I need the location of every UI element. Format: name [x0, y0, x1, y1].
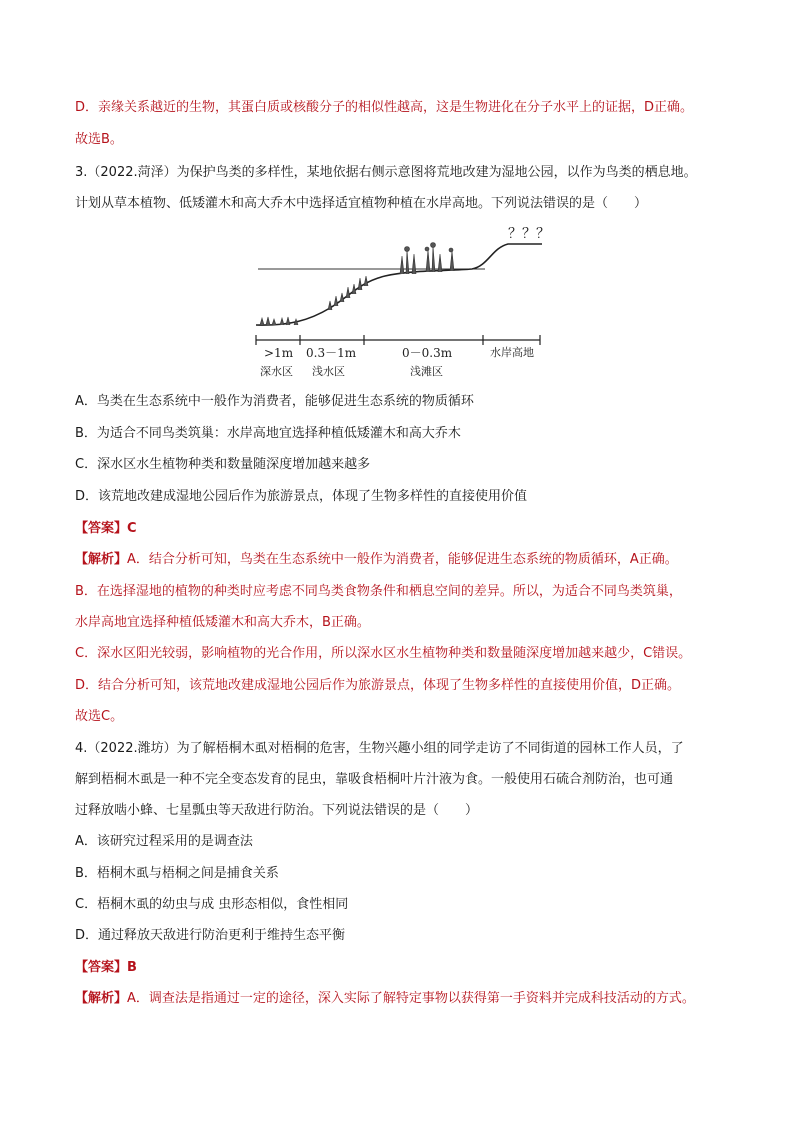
q3-analysis-line-2: B．在选择湿地的植物的种类时应考虑不同鸟类食物条件和栖息空间的差异。所以，为适合不同鸟类筑巢， [75, 584, 682, 599]
zone-shoal-name: 浅滩区 [410, 365, 443, 378]
wetland-profile-figure [250, 224, 550, 384]
answer-value: B [127, 960, 137, 975]
q2-option-d-analysis: D．亲缘关系越近的生物，其蛋白质或核酸分子的相似性越高，这是生物进化在分子水平上的证据，D正确。 [75, 100, 694, 115]
answer-tag: 【答案】 [75, 521, 128, 536]
q3-option-d[interactable]: D．该荒地改建成湿地公园后作为旅游景点，体现了生物多样性的直接使用价值 [75, 489, 528, 504]
q3-option-c[interactable]: C．深水区水生植物种类和数量随深度增加越来越多 [75, 457, 371, 472]
q4-option-a[interactable]: A．该研究过程采用的是调查法 [75, 834, 253, 849]
terrain-profile-curve [256, 244, 542, 325]
q4-stem-line-3: 过释放啮小蜂、七星瓢虫等天敌进行防治。下列说法错误的是（ ） [75, 803, 479, 818]
analysis-text: A．结合分析可知，鸟类在生态系统中一般作为消费者，能够促进生态系统的物质循环，A正确。 [127, 552, 678, 567]
q3-analysis-line-5: D．结合分析可知，该荒地改建成湿地公园后作为旅游景点，体现了生物多样性的直接使用价值，D正确。 [75, 678, 681, 693]
q3-option-b[interactable]: B．为适合不同鸟类筑巢：水岸高地宜选择种植低矮灌木和高大乔木 [75, 426, 461, 441]
analysis-tag: 【解析】 [75, 552, 128, 567]
question-marks-label: ？？？ [508, 226, 550, 242]
q4-stem-line-1: 4.（2022.潍坊）为了解梧桐木虱对梧桐的危害，生物兴趣小组的同学走访了不同街道的园林工作人员，了 [75, 741, 684, 756]
answer-value: C [127, 521, 137, 536]
q4-analysis-line-1 [75, 990, 735, 1008]
q2-conclusion: 故选B。 [75, 132, 123, 147]
q3-stem-line-2: 计划从草本植物、低矮灌木和高大乔木中选择适宜植物种植在水岸高地。下列说法错误的是（ ） [75, 196, 648, 211]
q3-stem-line-1: 3.（2022.菏泽）为保护鸟类的多样性，某地依据右侧示意图将荒地改建为湿地公园，以作为鸟类的栖息地。 [75, 165, 697, 180]
zone-shoal-depth: 0－0.3m [402, 346, 453, 360]
zone-highland-name: 水岸高地 [490, 346, 534, 359]
q4-stem-line-2: 解到梧桐木虱是一种不完全变态发育的昆虫，靠吸食梧桐叶片汁液为食。一般使用石硫合剂防治，也可通 [75, 772, 674, 787]
q3-option-a[interactable]: A．鸟类在生态系统中一般作为消费者，能够促进生态系统的物质循环 [75, 394, 474, 409]
q4-option-b[interactable]: B．梧桐木虱与梧桐之间是捕食关系 [75, 866, 279, 881]
q3-answer [75, 520, 735, 538]
q4-option-d[interactable]: D．通过释放天敌进行防治更利于维持生态平衡 [75, 928, 346, 943]
q3-analysis-line-3: 水岸高地宜选择种植低矮灌木和高大乔木，B正确。 [75, 615, 370, 630]
wetland-zone-diagram [250, 224, 550, 384]
answer-tag: 【答案】 [75, 960, 128, 975]
zone-deep-name: 深水区 [260, 365, 293, 378]
q4-option-c[interactable]: C．梧桐木虱的幼虫与成 虫形态相似，食性相同 [75, 897, 349, 912]
zone-shallow-name: 浅水区 [312, 365, 345, 378]
q3-conclusion: 故选C。 [75, 709, 124, 724]
analysis-text: A．调查法是指通过一定的途径，深入实际了解特定事物以获得第一手资料并完成科技活动的方式。 [127, 991, 695, 1006]
q3-analysis-line-4: C．深水区阳光较弱，影响植物的光合作用，所以深水区水生植物种类和数量随深度增加越来越少，C错误。 [75, 646, 692, 661]
q4-answer [75, 959, 735, 977]
q3-analysis-line-1 [75, 551, 735, 569]
zone-shallow-depth: 0.3－1m [306, 346, 357, 360]
analysis-tag: 【解析】 [75, 991, 128, 1006]
zone-deep-depth: >1m [264, 346, 294, 360]
aquatic-plants-graphic [260, 243, 454, 326]
